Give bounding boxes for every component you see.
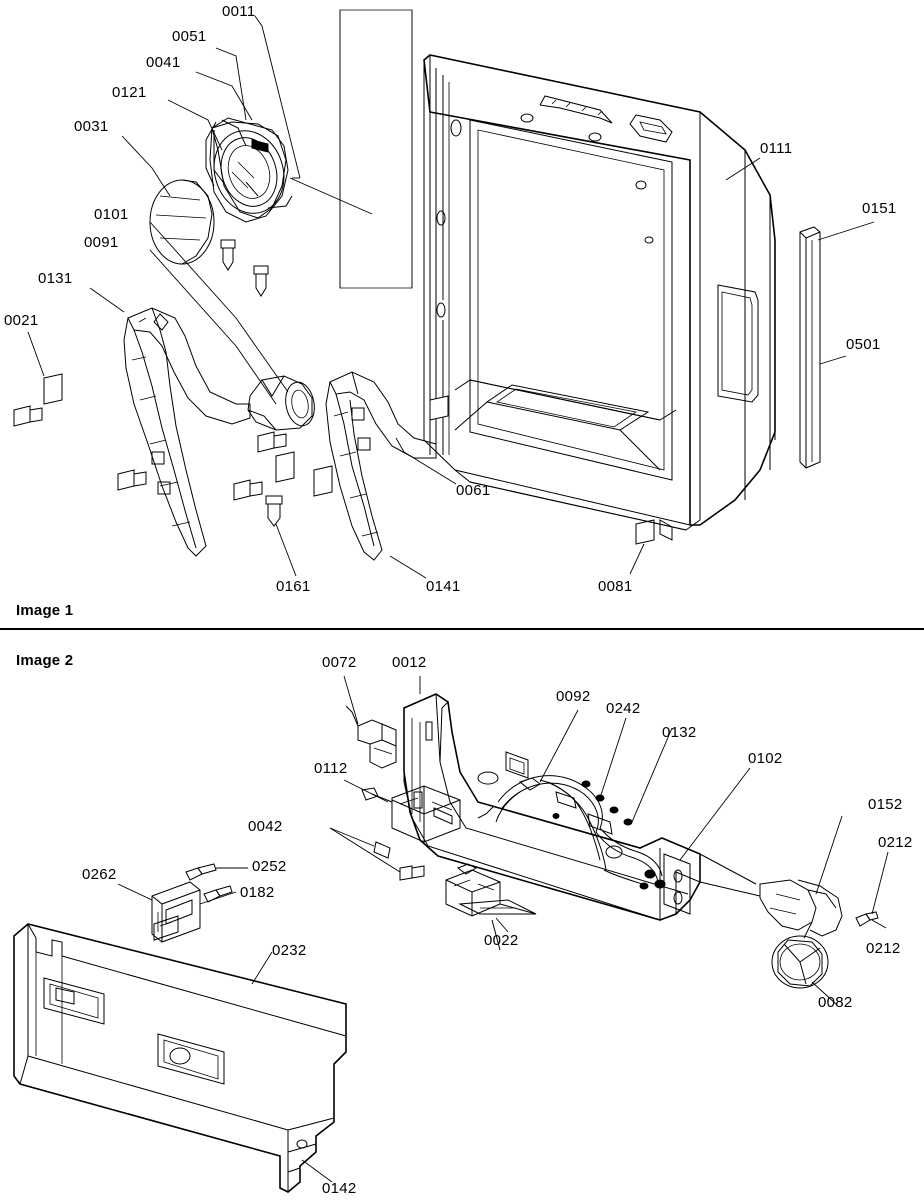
panel-1-label: Image 1 xyxy=(16,602,74,619)
diagram-panel-2 xyxy=(0,632,924,1200)
callout-0141: 0141 xyxy=(426,578,461,595)
callout-0182: 0182 xyxy=(240,884,275,901)
callout-0072: 0072 xyxy=(322,654,357,671)
callout-0242: 0242 xyxy=(606,700,641,717)
panel-2-artwork xyxy=(0,632,924,1200)
callout-0161: 0161 xyxy=(276,578,311,595)
panel-divider xyxy=(0,628,924,630)
callout-0252: 0252 xyxy=(252,858,287,875)
callout-0092: 0092 xyxy=(556,688,591,705)
callout-0081: 0081 xyxy=(598,578,633,595)
panel-2-label: Image 2 xyxy=(16,652,74,669)
callout-0042: 0042 xyxy=(248,818,283,835)
callout-0121: 0121 xyxy=(112,84,147,101)
callout-0091: 0091 xyxy=(84,234,119,251)
callout-0262: 0262 xyxy=(82,866,117,883)
callout-0011: 0011 xyxy=(222,3,256,20)
callout-0021: 0021 xyxy=(4,312,39,329)
callout-0142: 0142 xyxy=(322,1180,357,1197)
callout-0232: 0232 xyxy=(272,942,307,959)
callout-0212-top: 0212 xyxy=(878,834,913,851)
callout-0131: 0131 xyxy=(38,270,73,287)
callout-0212-bottom: 0212 xyxy=(866,940,901,957)
callout-0111: 0111 xyxy=(760,140,793,157)
callout-0101: 0101 xyxy=(94,206,129,223)
callout-0501: 0501 xyxy=(846,336,881,353)
callout-0051: 0051 xyxy=(172,28,207,45)
callout-0102: 0102 xyxy=(748,750,783,767)
callout-0041: 0041 xyxy=(146,54,181,71)
callout-0112: 0112 xyxy=(314,760,348,777)
callout-0151: 0151 xyxy=(862,200,897,217)
callout-0061: 0061 xyxy=(456,482,491,499)
callout-0031: 0031 xyxy=(74,118,109,135)
callout-0082: 0082 xyxy=(818,994,853,1011)
callout-0012: 0012 xyxy=(392,654,427,671)
callout-0152: 0152 xyxy=(868,796,903,813)
callout-0132: 0132 xyxy=(662,724,697,741)
callout-0022: 0022 xyxy=(484,932,519,949)
